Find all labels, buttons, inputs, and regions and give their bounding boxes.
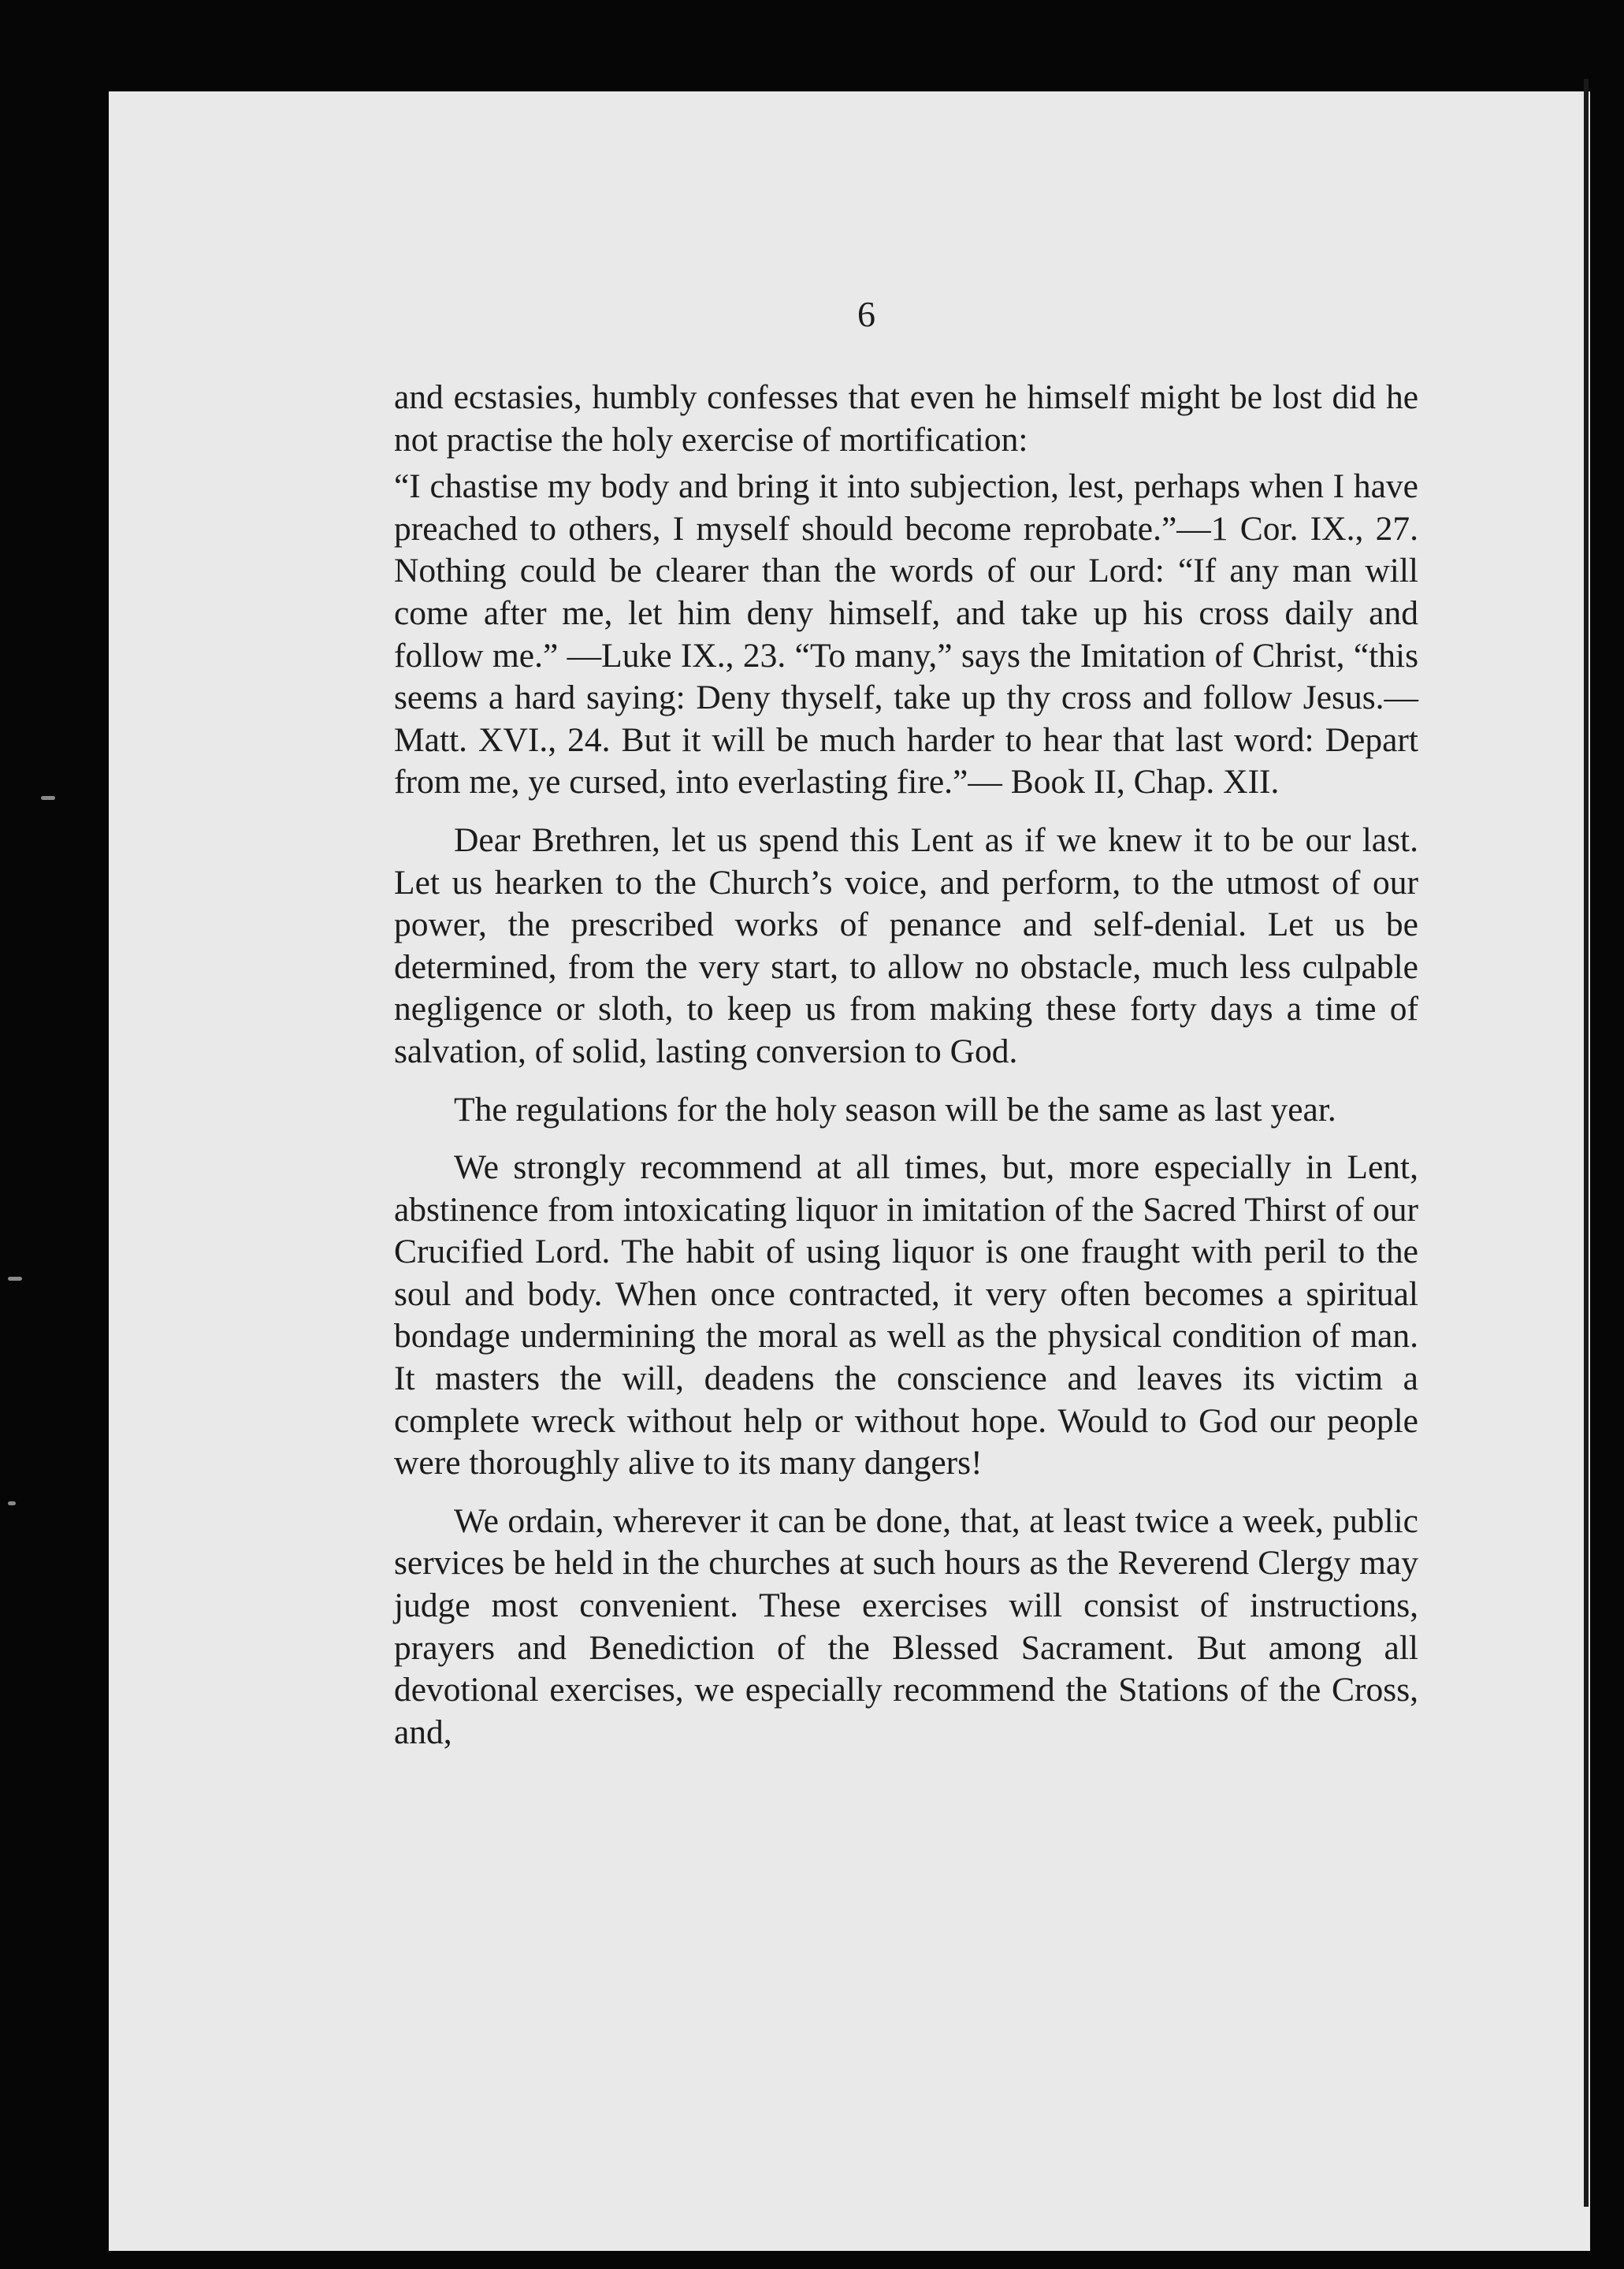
body-text xyxy=(394,377,1418,1754)
margin-speck xyxy=(8,1501,16,1505)
paragraph: and ecstasies, humbly confesses that even he himself might be lost did he not practise the holy exercise of mortification: xyxy=(394,378,1418,459)
paragraph: We ordain, wherever it can be done, that, at least twice a week, public services be held in the churches at such hours as the Reverend Clergy may judge most convenient. These exercises will consist of instructions, prayers and Benediction of the Blessed Sacrament. But among all devotional exercises, we especially recommend the Stations of the Cross, and, xyxy=(394,1501,1418,1751)
paragraph: The regulations for the holy season will be the same as last year. xyxy=(454,1090,1336,1129)
page-number: 6 xyxy=(857,294,875,334)
paragraph: We strongly recommend at all times, but, more especially in Lent, abstinence from intoxicating liquor in imitation of the Sacred Thirst of our Crucified Lord. The habit of using liquor is one fraught with peril to the soul and body. When once contracted, it very often becomes a spiritual bondage undermining the moral as well as the physical condition of man. It masters the will, deadens the conscience and leaves its victim a complete wreck without help or without hope. Would to God our people were thoroughly alive to its many dangers! xyxy=(394,1148,1418,1482)
margin-speck xyxy=(41,796,55,800)
paragraph: Dear Brethren, let us spend this Lent as if we knew it to be our last. Let us hearken to the Church’s voice, and perform, to the utmost of our power, the prescribed works of penance and self-denial. Let us be determined, from the very start, to allow no obstacle, much less culpable negligence or sloth, to keep us from making these forty days a time of salvation, of solid, lasting conversion to God. xyxy=(394,820,1418,1070)
paragraph: “I chastise my body and bring it into subjection, lest, perhaps when I have preached to others, I myself should become reprobate.”—1 Cor. IX., 27. Nothing could be clearer than the words of our Lord: “If any man will come after me, let him deny himself, and take up his cross daily and follow me.” —Luke IX., 23. “To many,” says the Imitation of Christ, “this seems a hard saying: Deny thyself, take up thy cross and follow Jesus.—Matt. XVI., 24. But it will be much harder to hear that last word: Depart from me, ye cursed, into everlasting fire.”— Book II, Chap. XII. xyxy=(394,467,1418,802)
margin-speck xyxy=(8,1277,22,1281)
right-edge-rule xyxy=(1584,79,1589,2207)
